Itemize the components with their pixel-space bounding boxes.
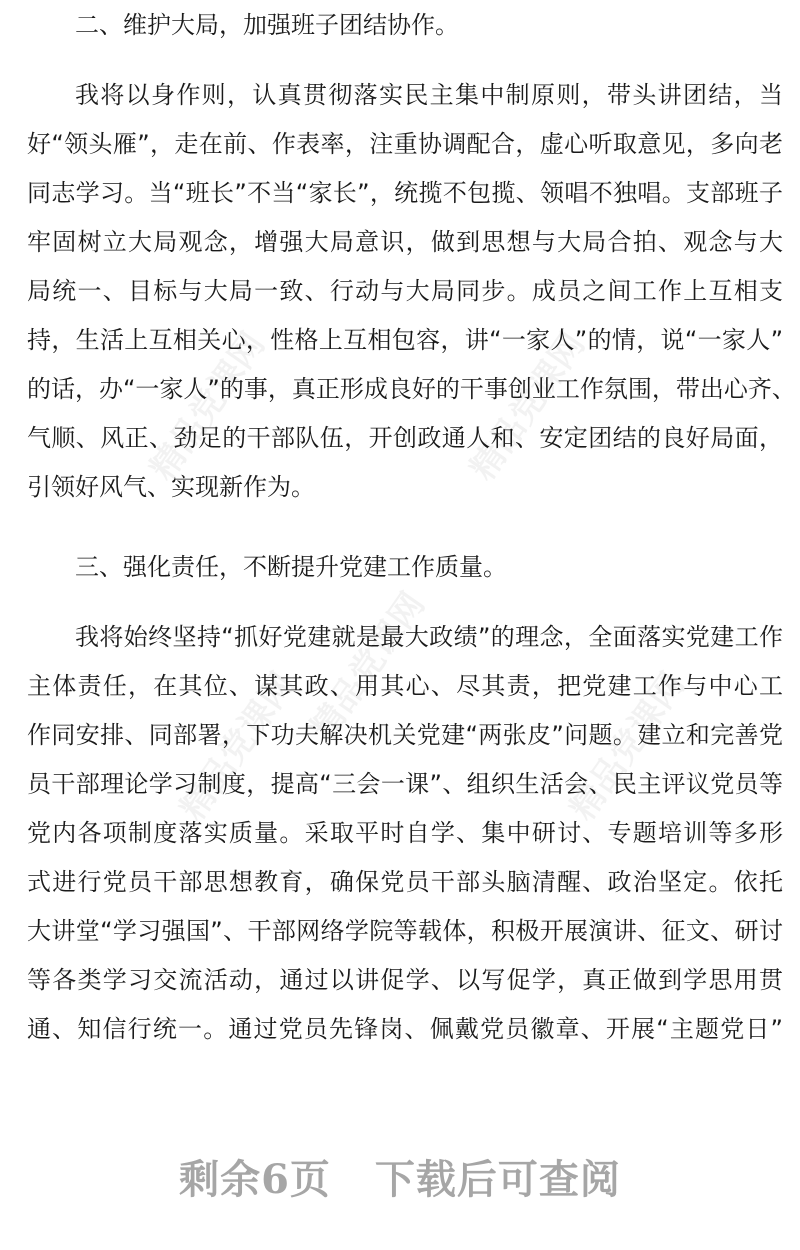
paragraph-line: 好“领头雁”，走在前、作表率，注重协调配合，虚心听取意见，多向老 [27, 130, 783, 158]
download-prompt[interactable] [0, 1148, 800, 1205]
paragraph-line: 通、知信行统一。通过党员先锋岗、佩戴党员徽章、开展“主题党日” [27, 1015, 783, 1043]
paragraph-line: 气顺、风正、劲足的干部队伍，开创政通人和、安定团结的良好局面， [27, 424, 783, 452]
paragraph-line: 式进行党员干部思想教育，确保党员干部头脑清醒、政治坚定。依托 [27, 868, 783, 896]
paragraph-line: 持，生活上互相关心，性格上互相包容，讲“一家人”的情，说“一家人” [27, 326, 783, 354]
paragraph-line: 等各类学习交流活动，通过以讲促学、以写促学，真正做到学思用贯 [27, 966, 783, 994]
watermark: 精品党课网 [302, 585, 434, 748]
paragraph-line: 引领好风气、实现新作为。 [27, 473, 315, 501]
section-heading: 三、强化责任，不断提升党建工作质量。 [75, 553, 507, 581]
paragraph-line: 同志学习。当“班长”不当“家长”，统揽不包揽、领唱不独唱。支部班子 [27, 179, 783, 207]
download-label[interactable]: 下载后可查阅 [374, 1156, 621, 1203]
section-heading: 二、维护大局，加强班子团结协作。 [75, 11, 459, 39]
watermark: 精品党课网 [172, 665, 304, 828]
paragraph-line: 我将始终坚持“抓好党建就是最大政绩”的理念，全面落实党建工作 [75, 623, 783, 651]
paragraph-line: 局统一、目标与大局一致、行动与大局同步。成员之间工作上互相支 [27, 277, 783, 305]
remaining-pages-label: 剩余6页 [179, 1156, 331, 1203]
paragraph-line: 牢固树立大局观念，增强大局意识，做到思想与大局合拍、观念与大 [27, 228, 783, 256]
watermark: 精品党课网 [562, 665, 694, 828]
paragraph-line: 员干部理论学习制度，提高“三会一课”、组织生活会、民主评议党员等 [27, 770, 783, 798]
paragraph-line: 我将以身作则，认真贯彻落实民主集中制原则，带头讲团结，当 [75, 81, 783, 109]
paragraph-line: 作同安排、同部署，下功夫解决机关党建“两张皮”问题。建立和完善党 [27, 721, 783, 749]
watermark: 精品党课网 [462, 325, 594, 488]
paragraph-line: 大讲堂“学习强国”、干部网络学院等载体，积极开展演讲、征文、研讨 [27, 917, 783, 945]
paragraph-line: 的话，办“一家人”的事，真正形成良好的干事创业工作氛围，带出心齐、 [27, 375, 796, 403]
paragraph-line: 党内各项制度落实质量。采取平时自学、集中研讨、专题培训等多形 [27, 819, 783, 847]
watermark: 精品党课网 [142, 325, 274, 488]
paragraph-line: 主体责任，在其位、谋其政、用其心、尽其责，把党建工作与中心工 [27, 672, 783, 700]
